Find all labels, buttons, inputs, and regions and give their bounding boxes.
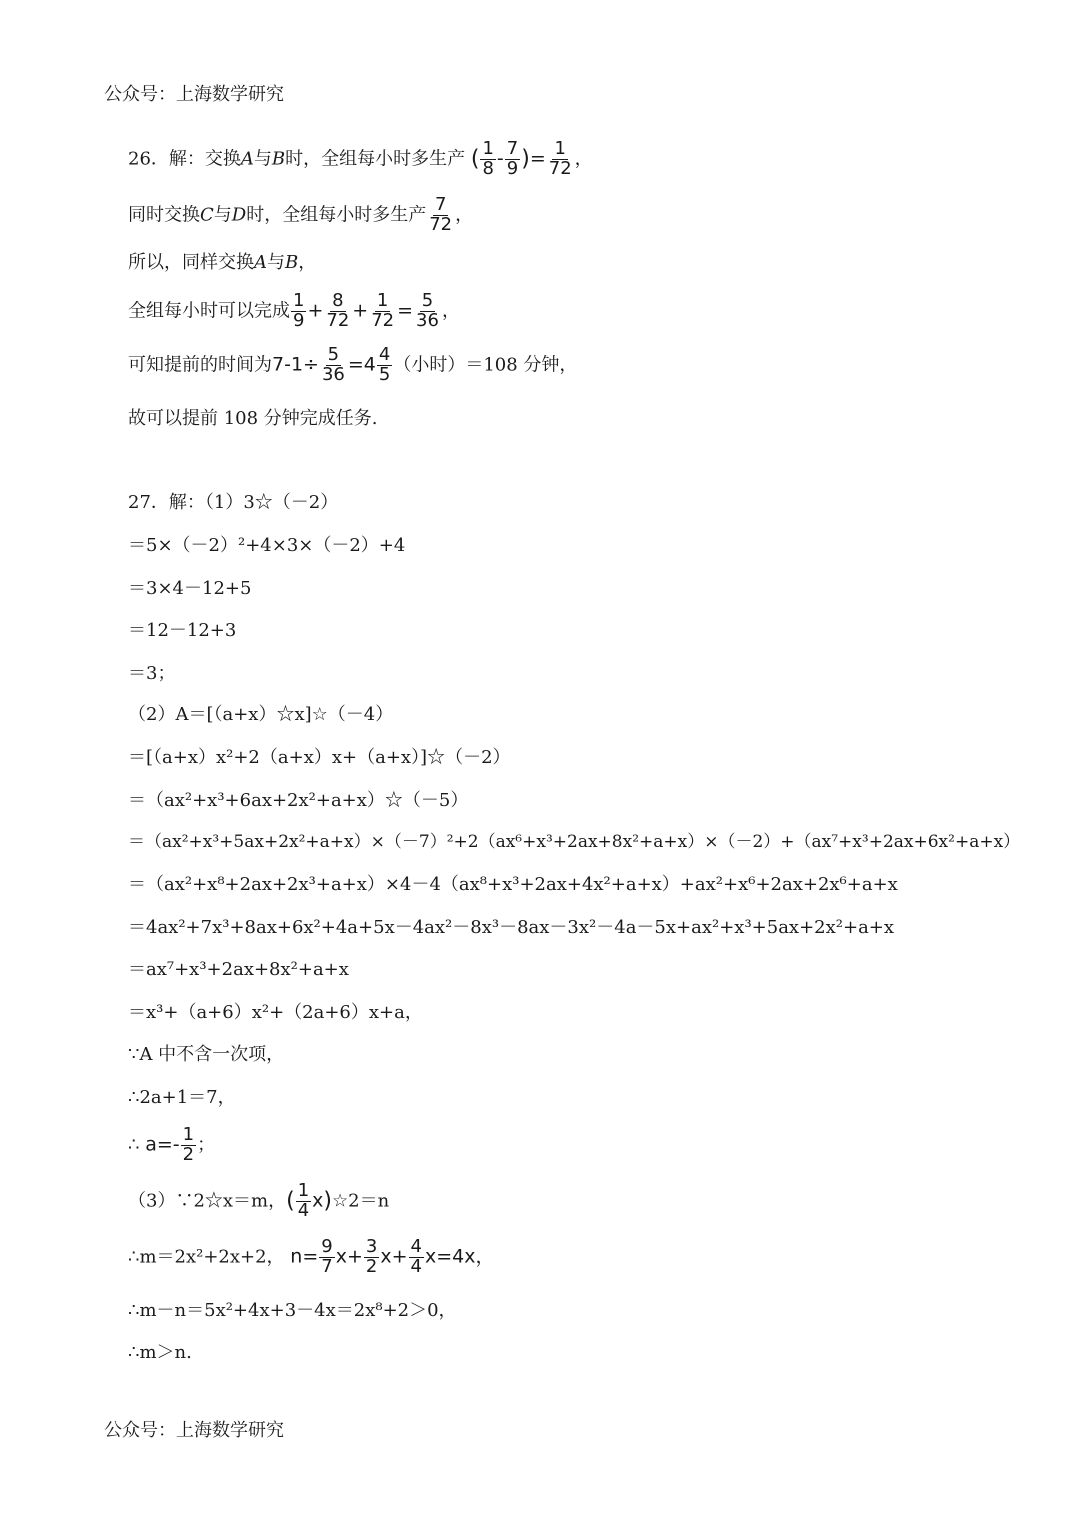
- q27-line-2: ＝5×（－2）²+4×3×（－2）+4: [128, 535, 406, 556]
- q27-line-1: 27．解：（1）3☆（－2）: [128, 492, 339, 513]
- fraction: $\frac{1}{9}$: [293, 290, 305, 331]
- fraction: $\frac{1}{4}$: [297, 1180, 310, 1221]
- q26-line-6: 故可以提前 108 分钟完成任务.: [128, 408, 378, 429]
- q27-line-14: ∵A 中不含一次项，: [128, 1044, 285, 1065]
- fraction: $\frac{7}{9}$: [506, 138, 519, 179]
- fraction: $\frac{1}{72}$: [371, 290, 395, 331]
- q27-line-8: ＝（ax²+x³+6ax+2x²+a+x）☆（－5）: [128, 790, 469, 811]
- q27-line-11: ＝4ax²+7x³+8ax+6x²+4a+5x－4ax²－8x³－8ax－3x²－4a－5x+ax²+x³+5ax+2x²+a+x: [128, 917, 895, 938]
- q27-line-16: ∴ a=- $\frac{1}{2}$ ；: [128, 1124, 216, 1165]
- q27-line-17: （3）∵2☆x＝m，( $\frac{1}{4}$ x)☆2＝n: [128, 1180, 390, 1221]
- fraction: $\frac{1}{2}$: [182, 1124, 195, 1165]
- fraction: $\frac{1}{72}$: [548, 138, 572, 179]
- fraction: $\frac{7}{72}$: [429, 194, 453, 235]
- q27-line-20: ∴m＞n.: [128, 1342, 192, 1363]
- fraction: $\frac{5}{36}$: [321, 344, 345, 385]
- fraction: $\frac{1}{8}$: [482, 138, 494, 179]
- q26-line-4: 全组每小时可以完成 $\frac{1}{9}$ + $\frac{8}{72}$ + $\frac{1}{72}$ = $\frac{5}{36}$ ，: [128, 290, 460, 331]
- q27-line-19: ∴m－n＝5x²+4x+3－4x＝2x⁸+2＞0，: [128, 1300, 457, 1321]
- fraction: $\frac{4}{5}$: [378, 344, 391, 385]
- page-header: 公众号：上海数学研究: [104, 84, 284, 105]
- q27-line-4: ＝12－12+3: [128, 620, 237, 641]
- q27-line-6: （2）A＝[（a+x）☆x]☆（－4）: [128, 704, 394, 725]
- q27-line-5: ＝3；: [128, 663, 176, 684]
- q27-line-3: ＝3×4－12+5: [128, 578, 252, 599]
- fraction: $\frac{4}{4}$: [410, 1236, 422, 1277]
- q27-line-9: ＝（ax²+x³+5ax+2x²+a+x）×（－7）²+2（ax⁶+x³+2ax+8x²+a+x）×（－2）+（ax⁷+x³+2ax+6x²+a+x）: [128, 832, 1021, 852]
- q27-line-12: ＝ax⁷+x³+2ax+8x²+a+x: [128, 959, 349, 980]
- q27-line-10: ＝（ax²+x⁸+2ax+2x³+a+x）×4－4（ax⁸+x³+2ax+4x²+a+x）+ax²+x⁶+2ax+2x⁶+a+x: [128, 874, 898, 895]
- q27-line-15: ∴2a+1＝7，: [128, 1087, 236, 1108]
- q27-line-7: ＝[（a+x）x²+2（a+x）x+（a+x）]☆（－2）: [128, 747, 511, 768]
- q27-line-18: ∴m＝2x²+2x+2， n= $\frac{9}{7}$ x+ $\frac{3}{2}$ x+ $\frac{4}{4}$ x=4x，: [128, 1236, 495, 1277]
- q26-line-2: 同时交换C与D时，全组每小时多生产 $\frac{7}{72}$ ，: [128, 194, 474, 235]
- fraction: $\frac{9}{7}$: [321, 1236, 333, 1277]
- q26-line-5: 可知提前的时间为7-1÷ $\frac{5}{36}$ =4 $\frac{4}{5}$ （小时）＝108 分钟，: [128, 344, 578, 385]
- fraction: $\frac{8}{72}$: [326, 290, 350, 331]
- fraction: $\frac{5}{36}$: [416, 290, 439, 331]
- page-footer: 公众号：上海数学研究: [104, 1420, 284, 1441]
- q26-line-3: 所以，同样交换A与B，: [128, 252, 317, 273]
- fraction: $\frac{3}{2}$: [365, 1236, 378, 1277]
- q27-line-13: ＝x³+（a+6）x²+（2a+6）x+a，: [128, 1002, 423, 1023]
- q26-line-1: 26．解：交换A与B时，全组每小时多生产 ( $\frac{1}{8}$ - $\frac{7}{9}$ )= $\frac{1}{72}$ ，: [128, 138, 593, 179]
